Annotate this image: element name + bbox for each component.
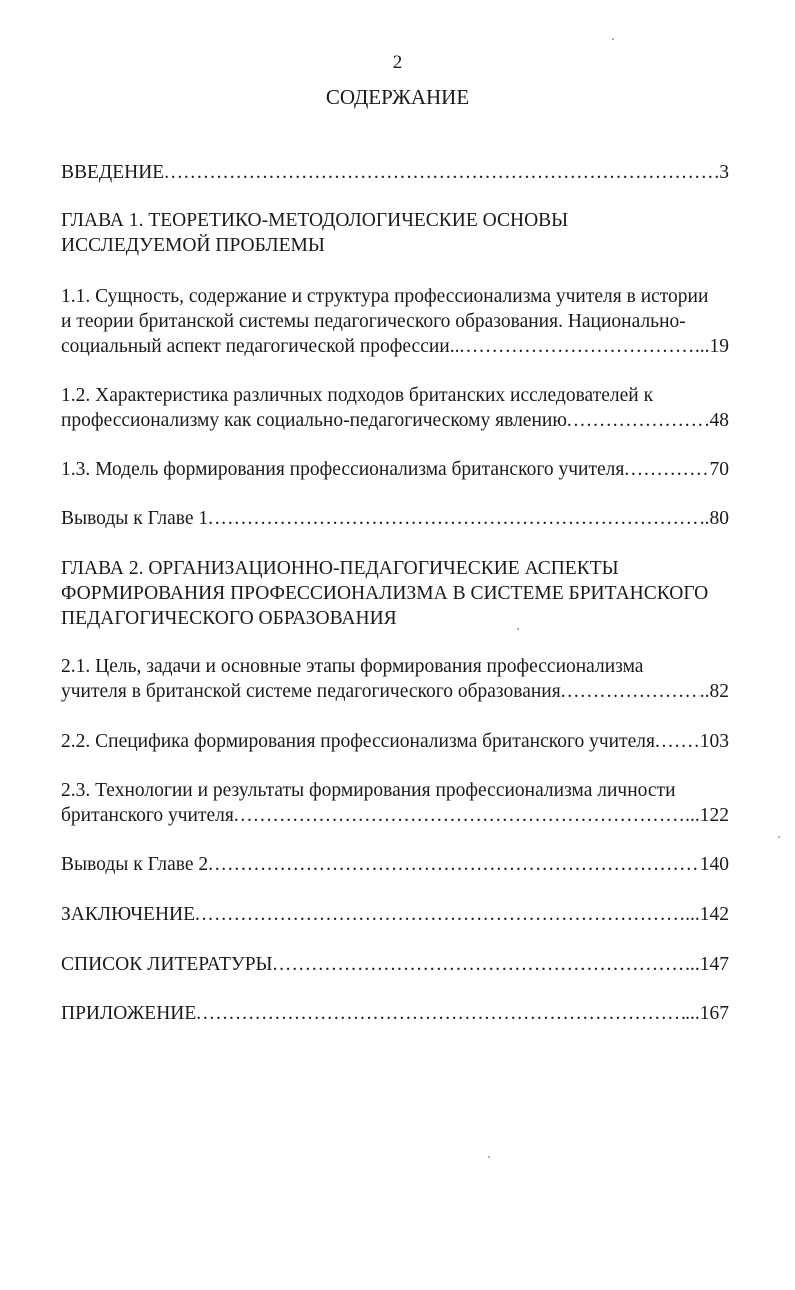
scan-speck xyxy=(612,38,614,40)
toc-page-number: ..80 xyxy=(699,508,729,529)
toc-entry-label: Выводы к Главе 2 xyxy=(61,854,209,875)
dot-leader xyxy=(234,803,685,828)
dot-leader xyxy=(273,952,686,977)
page-title: СОДЕРЖАНИЕ xyxy=(325,85,470,109)
toc-page-number: .48 xyxy=(704,410,729,431)
dot-leader xyxy=(164,160,714,185)
toc-page-number: 140 xyxy=(699,854,729,875)
entry-line: 2.3. Технологии и результаты формирования профессионализма личности xyxy=(61,780,676,801)
dot-leader xyxy=(459,334,694,359)
toc-entry-label: 2.2. Специфика формирования профессионализма британского учителя xyxy=(61,731,655,752)
dot-leader xyxy=(561,679,700,704)
chapter-heading-line: ГЛАВА 1. ТЕОРЕТИКО-МЕТОДОЛОГИЧЕСКИЕ ОСНОВЫ xyxy=(61,210,569,231)
toc-entry-conclusions-ch1[interactable] xyxy=(61,506,729,531)
dot-leader xyxy=(208,852,700,877)
dot-leader xyxy=(567,408,705,433)
toc-entry-label: 1.3. Модель формирования профессионализма британского учителя xyxy=(61,459,625,480)
entry-line: и теории британской системы педагогического образования. Национально- xyxy=(61,311,686,332)
dot-leader xyxy=(208,506,700,531)
scan-speck xyxy=(517,628,519,630)
toc-entry-1-3[interactable] xyxy=(61,457,729,482)
entry-line: 1.1. Сущность, содержание и структура профессионализма учителя в истории xyxy=(61,286,709,307)
toc-page-number: 70 xyxy=(709,459,729,480)
toc-entry-conclusion[interactable] xyxy=(61,902,729,927)
toc-entry-2-2[interactable] xyxy=(61,729,729,754)
chapter-heading-line: ФОРМИРОВАНИЯ ПРОФЕССИОНАЛИЗМА В СИСТЕМЕ БРИТАНСКОГО xyxy=(61,583,709,604)
dot-leader xyxy=(195,902,685,927)
toc-page-number: ...142 xyxy=(685,904,729,925)
chapter-heading-line: ГЛАВА 2. ОРГАНИЗАЦИОННО-ПЕДАГОГИЧЕСКИЕ АСПЕКТЫ xyxy=(61,558,619,579)
scan-speck xyxy=(778,836,780,838)
toc-entry-label: профессионализму как социально-педагогическому явлению xyxy=(61,410,567,431)
toc-entry-label: ВВЕДЕНИЕ xyxy=(61,162,165,183)
toc-page-number: .3 xyxy=(714,162,729,183)
dot-leader xyxy=(624,457,709,482)
toc-entry-literature[interactable] xyxy=(61,952,729,977)
toc-page-number: ...167 xyxy=(685,1003,729,1024)
dot-leader xyxy=(655,729,700,754)
toc-entry-label: социальный аспект педагогической профессии.. xyxy=(61,336,460,357)
toc-page-number: ...147 xyxy=(685,954,729,975)
toc-entry-label: учителя в британской системе педагогического образования xyxy=(61,681,561,702)
toc-page-number: 103 xyxy=(699,731,729,752)
page-number: 2 xyxy=(392,52,403,73)
toc-entry-label: Выводы к Главе 1 xyxy=(61,508,209,529)
scan-speck xyxy=(488,1156,490,1158)
toc-chapter-2-heading[interactable] xyxy=(61,556,729,631)
toc-entry-2-1[interactable] xyxy=(61,654,729,704)
toc-entry-1-2[interactable] xyxy=(61,383,729,433)
entry-line: 1.2. Характеристика различных подходов британских исследователей к xyxy=(61,385,654,406)
toc-entry-introduction[interactable] xyxy=(61,160,729,185)
toc-entry-label: ЗАКЛЮЧЕНИЕ xyxy=(61,904,196,925)
toc-entry-2-3[interactable] xyxy=(61,778,729,828)
toc-entry-label: СПИСОК ЛИТЕРАТУРЫ xyxy=(61,954,273,975)
toc-entry-appendix[interactable] xyxy=(61,1001,729,1026)
toc-entry-1-1[interactable] xyxy=(61,284,729,359)
dot-leader xyxy=(196,1001,685,1026)
toc-page-number: ...122 xyxy=(685,805,729,826)
toc-entry-label: ПРИЛОЖЕНИЕ xyxy=(61,1003,197,1024)
chapter-heading-line: ПЕДАГОГИЧЕСКОГО ОБРАЗОВАНИЯ xyxy=(61,608,397,629)
toc-chapter-1-heading[interactable] xyxy=(61,208,729,258)
toc-page-number: ..82 xyxy=(699,681,729,702)
toc-entry-label: британского учителя xyxy=(61,805,234,826)
entry-line: 2.1. Цель, задачи и основные этапы формирования профессионализма xyxy=(61,656,644,677)
toc-page-number: ...19 xyxy=(694,336,729,357)
toc-entry-conclusions-ch2[interactable] xyxy=(61,852,729,877)
chapter-heading-line: ИССЛЕДУЕМОЙ ПРОБЛЕМЫ xyxy=(61,235,325,256)
